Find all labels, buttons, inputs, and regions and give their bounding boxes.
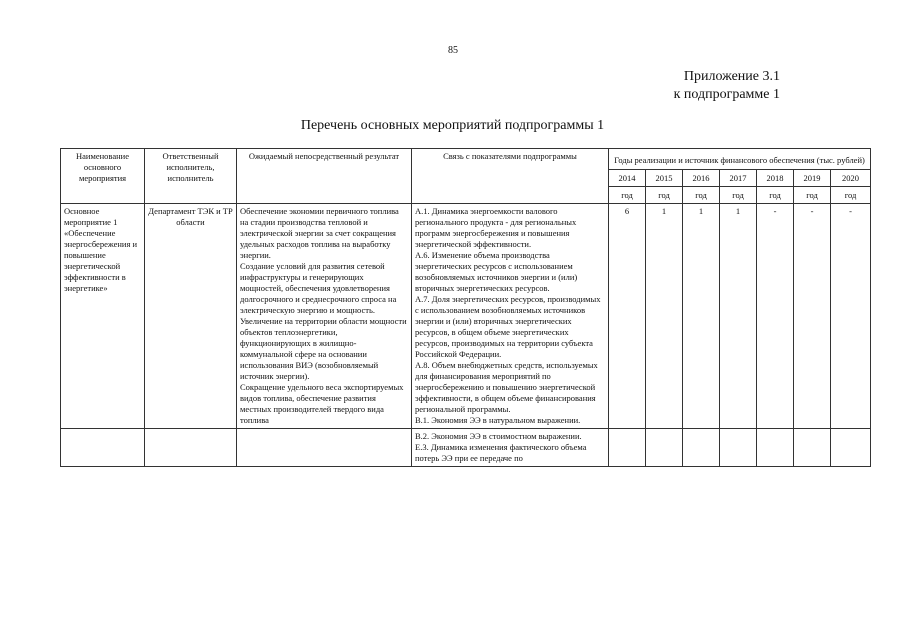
indicator-item: А.1. Динамика энергоемкости валового регионального продукта - для региональных программ энергосбережения и повышения энергетической эффективности.: [415, 206, 577, 249]
year-unit: год: [757, 187, 794, 204]
measure-name: Основное мероприятие 1 «Обеспечение энергосбережения и повышение энергетической эффективности в энергетике»: [61, 204, 145, 429]
table-row: [61, 204, 871, 429]
year-2014: 2014: [609, 170, 646, 187]
result-paragraph: Создание условий для развития сетевой инфраструктуры и генерирующих мощностей, обеспечения удовлетворения долгосрочного и среднесрочного спроса на электрическую энергию и мощность.: [240, 261, 397, 315]
indicator-item: В.1. Экономия ЭЭ в натуральном выражении.: [415, 415, 581, 425]
value-2019: -: [794, 204, 831, 429]
page-number: 85: [448, 45, 458, 56]
indicator-item: А.6. Изменение объема производства энергетических ресурсов с использованием возобновляемых источников энергии и (или) вторичных энергетических ресурсов.: [415, 250, 578, 293]
indicator-item: А.7. Доля энергетических ресурсов, производимых с использованием возобновляемых источников энергии и (или) вторичных энергетических ресурсов, в общем объеме энергетических ресурсов, производимых на территории субъекта Российской Федерации.: [415, 294, 601, 359]
year-2015: 2015: [646, 170, 683, 187]
measure-name: [61, 429, 145, 467]
year-2020: 2020: [831, 170, 871, 187]
year-unit: год: [646, 187, 683, 204]
measure-executor: [145, 429, 237, 467]
year-unit: год: [720, 187, 757, 204]
value-2015: [646, 429, 683, 467]
indicator-item: В.2. Экономия ЭЭ в стоимостном выражении.: [415, 431, 582, 441]
value-2020: [831, 429, 871, 467]
value-2018: -: [757, 204, 794, 429]
indicator-item: Е.3. Динамика изменения фактического объема потерь ЭЭ при ее передаче по: [415, 442, 587, 463]
value-2014: 6: [609, 204, 646, 429]
value-2017: 1: [720, 204, 757, 429]
year-unit: год: [609, 187, 646, 204]
measure-link: [412, 204, 609, 429]
header-link: Связь с показателями подпрограммы: [412, 149, 609, 204]
header-result: Ожидаемый непосредственный результат: [237, 149, 412, 204]
value-2017: [720, 429, 757, 467]
appendix-line-1: Приложение 3.1: [683, 69, 780, 84]
value-2016: 1: [683, 204, 720, 429]
year-2016: 2016: [683, 170, 720, 187]
result-paragraph: Обеспечение экономии первичного топлива на стадии производства тепловой и электрической энергии за счет сокращения удельных расходов топлива на выработку энергии.: [240, 206, 399, 260]
value-2020: -: [831, 204, 871, 429]
value-2019: [794, 429, 831, 467]
year-unit: год: [683, 187, 720, 204]
value-2018: [757, 429, 794, 467]
year-unit: год: [794, 187, 831, 204]
year-2018: 2018: [757, 170, 794, 187]
document-title: Перечень основных мероприятий подпрограммы 1: [300, 118, 605, 133]
year-2019: 2019: [794, 170, 831, 187]
table-row: [61, 429, 871, 467]
header-years-group: Годы реализации и источник финансового обеспечения (тыс. рублей): [609, 149, 871, 170]
header-name: Наименование основного мероприятия: [61, 149, 145, 204]
measure-result: [237, 429, 412, 467]
result-paragraph: Увеличение на территории области мощности объектов теплоэнергетики, функционирующих в жилищно-коммунальной сфере на основании использования ВИЭ (возобновляемый источник энергии).: [240, 316, 407, 381]
year-unit: год: [831, 187, 871, 204]
header-row: [61, 149, 871, 170]
measure-link: [412, 429, 609, 467]
result-paragraph: Сокращение удельного веса экспортируемых видов топлива, обеспечение развития местных производителей твердого вида топлива: [240, 382, 404, 425]
appendix-label: [674, 68, 780, 104]
appendix-line-2: к подпрограмме 1: [673, 87, 780, 102]
value-2016: [683, 429, 720, 467]
indicator-item: А.8. Объем внебюджетных средств, используемых для финансирования мероприятий по энергосбережению и повышению энергетической эффективности, в общем объеме финансирования региональной программы.: [415, 360, 598, 414]
header-executor: Ответственный исполнитель, исполнитель: [145, 149, 237, 204]
measure-result: [237, 204, 412, 429]
value-2015: 1: [646, 204, 683, 429]
value-2014: [609, 429, 646, 467]
measure-executor: Департамент ТЭК и ТР области: [145, 204, 237, 429]
measures-table: [60, 148, 871, 467]
year-2017: 2017: [720, 170, 757, 187]
